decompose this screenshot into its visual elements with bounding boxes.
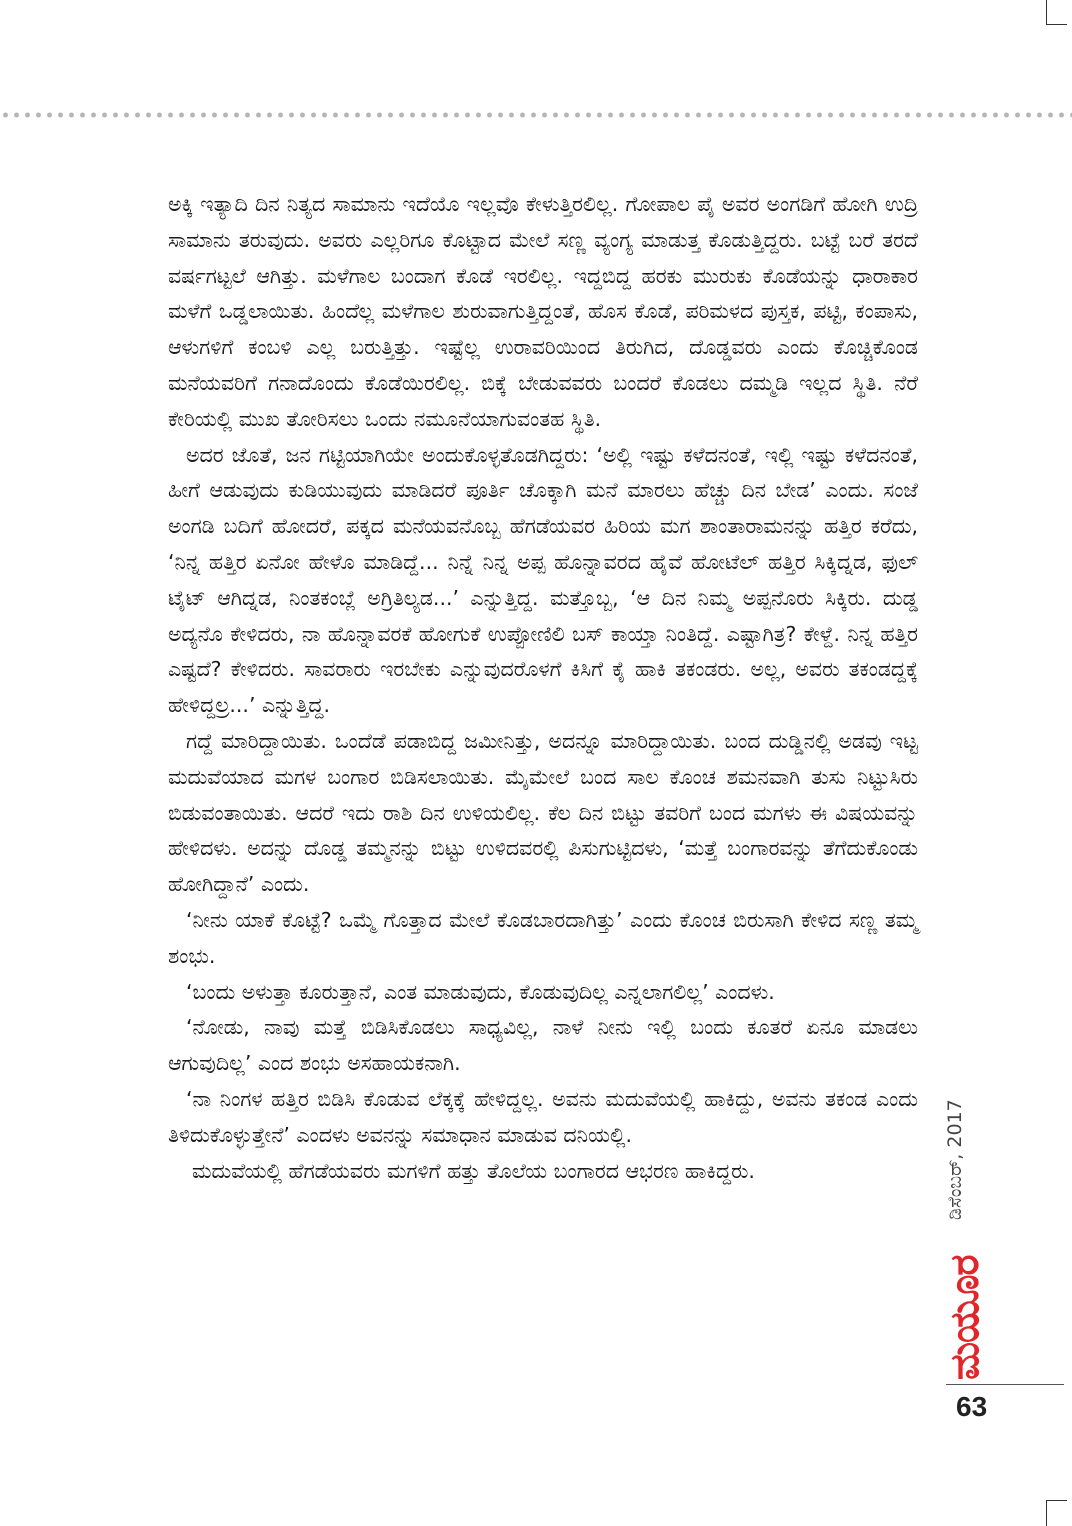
paragraph-7: ‘ನಾ ನಿಂಗಳ ಹತ್ತಿರ ಬಿಡಿಸಿ ಕೊಡುವ ಲೆಕ್ಕಕ್ಕೆ ಹೇಳಿದ್ದಲ್ಲ. ಅವನು ಮದುವೆಯಲ್ಲಿ ಹಾಕಿದ್ದು, ಅವನು ತಕಂಡ ಎಂದು ತಿಳಿದುಕೊಳ್ಳುತ್ತೇನೆ’ ಎಂದಳು ಅವನನ್ನು ಸಮಾಧಾನ ಮಾಡುವ ದನಿಯಲ್ಲಿ. — [168, 1086, 918, 1147]
crop-mark-bottom — [1046, 1500, 1067, 1526]
paragraph-8: ಮದುವೆಯಲ್ಲಿ ಹೆಗಡೆಯವರು ಮಗಳಿಗೆ ಹತ್ತು ತೊಲೆಯ ಬಂಗಾರದ ಆಭರಣ ಹಾಕಿದ್ದರು. — [192, 1158, 755, 1183]
issue-date: ಡಿಸೆಂಬರ್, 2017 — [944, 1099, 966, 1220]
dotted-divider — [0, 110, 1072, 120]
paragraph-1: ಅಕ್ಕಿ ಇತ್ಯಾದಿ ದಿನ ನಿತ್ಯದ ಸಾಮಾನು ಇದೆಯೊ ಇಲ್ಲವೊ ಕೇಳುತ್ತಿರಲಿಲ್ಲ. ಗೋಪಾಲ ಪೈ ಅವರ ಅಂಗಡಿಗೆ ಹೋಗಿ ಉದ್ರಿ ಸಾಮಾನು ತರುವುದು. ಅವರು ಎಲ್ಲರಿಗೂ ಕೊಟ್ಟಾದ ಮೇಲೆ ಸಣ್ಣ ವ್ಯಂಗ್ಯ ಮಾಡುತ್ತ ಕೊಡುತ್ತಿದ್ದರು. ಬಟ್ಟೆ ಬರೆ ತರದೆ ವರ್ಷಗಟ್ಟಲೆ ಆಗಿತ್ತು. ಮಳೆಗಾಲ ಬಂದಾಗ ಕೊಡೆ ಇರಲಿಲ್ಲ. ಇದ್ದಬಿದ್ದ ಹರಕು ಮುರುಕು ಕೊಡೆಯನ್ನು ಧಾರಾಕಾರ ಮಳೆಗೆ ಒಡ್ಡಲಾಯಿತು. ಹಿಂದೆಲ್ಲ ಮಳೆಗಾಲ ಶುರುವಾಗುತ್ತಿದ್ದಂತೆ, ಹೊಸ ಕೊಡೆ, ಪರಿಮಳದ ಪುಸ್ತಕ, ಪಟ್ಟಿ, ಕಂಪಾಸು, ಆಳುಗಳಿಗೆ ಕಂಬಳಿ ಎಲ್ಲ ಬರುತ್ತಿತ್ತು. ಇಷ್ಟೆಲ್ಲ ಉರಾವರಿಯಿಂದ ತಿರುಗಿದ, ದೊಡ್ಡವರು ಎಂದು ಕೊಚ್ಚಿಕೊಂಡ ಮನೆಯವರಿಗೆ ಗನಾದೊಂದು ಕೊಡೆಯಿರಲಿಲ್ಲ. ಬಿಕ್ಕೆ ಬೇಡುವವರು ಬಂದರೆ ಕೊಡಲು ದಮ್ಮಡಿ ಇಲ್ಲದ ಸ್ಥಿತಿ. ನೆರೆ ಕೇರಿಯಲ್ಲಿ ಮುಖ ತೋರಿಸಲು ಒಂದು ನಮೂನೆಯಾಗುವಂತಹ ಸ್ಥಿತಿ. — [168, 192, 918, 431]
paragraph-5: ‘ಬಂದು ಅಳುತ್ತಾ ಕೂರುತ್ತಾನೆ, ಎಂತ ಮಾಡುವುದು, ಕೊಡುವುದಿಲ್ಲ ಎನ್ನಲಾಗಲಿಲ್ಲ’ ಎಂದಳು. — [186, 979, 775, 1004]
paragraph-3: ಗದ್ದೆ ಮಾರಿದ್ದಾಯಿತು. ಒಂದೆಡೆ ಪಡಾಬಿದ್ದ ಜಮೀನಿತ್ತು, ಅದನ್ನೂ ಮಾರಿದ್ದಾಯಿತು. ಬಂದ ದುಡ್ಡಿನಲ್ಲಿ ಅಡವು ಇಟ್ಟ ಮದುವೆಯಾದ ಮಗಳ ಬಂಗಾರ ಬಿಡಿಸಲಾಯಿತು. ಮೈಮೇಲೆ ಬಂದ ಸಾಲ ಕೊಂಚ ಶಮನವಾಗಿ ತುಸು ನಿಟ್ಟುಸಿರು ಬಿಡುವಂತಾಯಿತು. ಆದರೆ ಇದು ರಾಶಿ ದಿನ ಉಳಿಯಲಿಲ್ಲ. ಕೆಲ ದಿನ ಬಿಟ್ಟು ತವರಿಗೆ ಬಂದ ಮಗಳು ಈ ವಿಷಯವನ್ನು ಹೇಳಿದಳು. ಅದನ್ನು ದೊಡ್ಡ ತಮ್ಮನನ್ನು ಬಿಟ್ಟು ಉಳಿದವರಲ್ಲಿ ಪಿಸುಗುಟ್ಟಿದಳು, ‘ಮತ್ತೆ ಬಂಗಾರವನ್ನು ತೆಗೆದುಕೊಂಡು ಹೋಗಿದ್ದಾನೆ’ ಎಂದು. — [168, 728, 918, 897]
folio-rule — [946, 1384, 1064, 1385]
article-body — [168, 187, 918, 1189]
paragraph-2: ಅದರ ಜೊತೆ, ಜನ ಗಟ್ಟಿಯಾಗಿಯೇ ಅಂದುಕೊಳ್ಳತೊಡಗಿದ್ದರು: ‘ಅಲ್ಲಿ ಇಷ್ಟು ಕಳೆದನಂತೆ, ಇಲ್ಲಿ ಇಷ್ಟು ಕಳೆದನಂತೆ, ಹೀಗೆ ಆಡುವುದು ಕುಡಿಯುವುದು ಮಾಡಿದರೆ ಪೂರ್ತಿ ಚೊಕ್ಕಾಗಿ ಮನೆ ಮಾರಲು ಹೆಚ್ಚು ದಿನ ಬೇಡ’ ಎಂದು. ಸಂಜೆ ಅಂಗಡಿ ಬದಿಗೆ ಹೋದರೆ, ಪಕ್ಕದ ಮನೆಯವನೊಬ್ಬ ಹೆಗಡೆಯವರ ಹಿರಿಯ ಮಗ ಶಾಂತಾರಾಮನನ್ನು ಹತ್ತಿರ ಕರೆದು, ‘ನಿನ್ನ ಹತ್ತಿರ ಏನೋ ಹೇಳೊ ಮಾಡಿದ್ದೆ... ನಿನ್ನೆ ನಿನ್ನ ಅಪ್ಪ ಹೊನ್ನಾವರದ ಹೈವೆ ಹೋಟೆಲ್ ಹತ್ತಿರ ಸಿಕ್ಕಿದ್ನಡ, ಫುಲ್ ಟೈಟ್ ಆಗಿದ್ನಡ, ನಿಂತಕಂಬ್ಲೆ ಅಗ್ರಿತಿಲ್ಯಡ...’ ಎನ್ನುತ್ತಿದ್ದ. ಮತ್ತೊಬ್ಬ, ‘ಆ ದಿನ ನಿಮ್ಮ ಅಪ್ಪನೊರು ಸಿಕ್ಕಿರು. ದುಡ್ಡ ಅದ್ಯನೊ ಕೇಳಿದರು, ನಾ ಹೊನ್ನಾವರಕೆ ಹೋಗುಕೆ ಉಪ್ಪೋಣಿಲಿ ಬಸ್ ಕಾಯ್ತಾ ನಿಂತಿದ್ದೆ. ಎಷ್ಟಾಗಿತ್ರ? ಕೇಳ್ದೆ. ನಿನ್ನ ಹತ್ತಿರ ಎಷ್ಟದೆ? ಕೇಳಿದರು. ಸಾವರಾರು ಇರಬೇಕು ಎನ್ನುವುದರೊಳಗೆ ಕಿಸಿಗೆ ಕೈ ಹಾಕಿ ತಕಂಡರು. ಅಲ್ಲ, ಅವರು ತಕಂಡದ್ದಕ್ಕೆ ಹೇಳಿದ್ದಲ್ರ...’ ಎನ್ನುತ್ತಿದ್ದ. — [168, 442, 918, 718]
paragraph-6: ‘ನೋಡು, ನಾವು ಮತ್ತೆ ಬಿಡಿಸಿಕೊಡಲು ಸಾಧ್ಯವಿಲ್ಲ, ನಾಳೆ ನೀನು ಇಲ್ಲಿ ಬಂದು ಕೂತರೆ ಏನೂ ಮಾಡಲು ಆಗುವುದಿಲ್ಲ’ ಎಂದ ಶಂಭು ಅಸಹಾಯಕನಾಗಿ. — [168, 1015, 918, 1076]
paragraph-4: ‘ನೀನು ಯಾಕೆ ಕೊಟ್ಟೆ? ಒಮ್ಮೆ ಗೊತ್ತಾದ ಮೇಲೆ ಕೊಡಬಾರದಾಗಿತ್ತು’ ಎಂದು ಕೊಂಚ ಬಿರುಸಾಗಿ ಕೇಳಿದ ಸಣ್ಣ ತಮ್ಮ ಶಂಭು. — [168, 907, 918, 968]
crop-mark-top — [1046, 0, 1067, 25]
page-number: 63 — [956, 1391, 988, 1422]
magazine-logo: ಮಯೂರ — [942, 1255, 988, 1380]
